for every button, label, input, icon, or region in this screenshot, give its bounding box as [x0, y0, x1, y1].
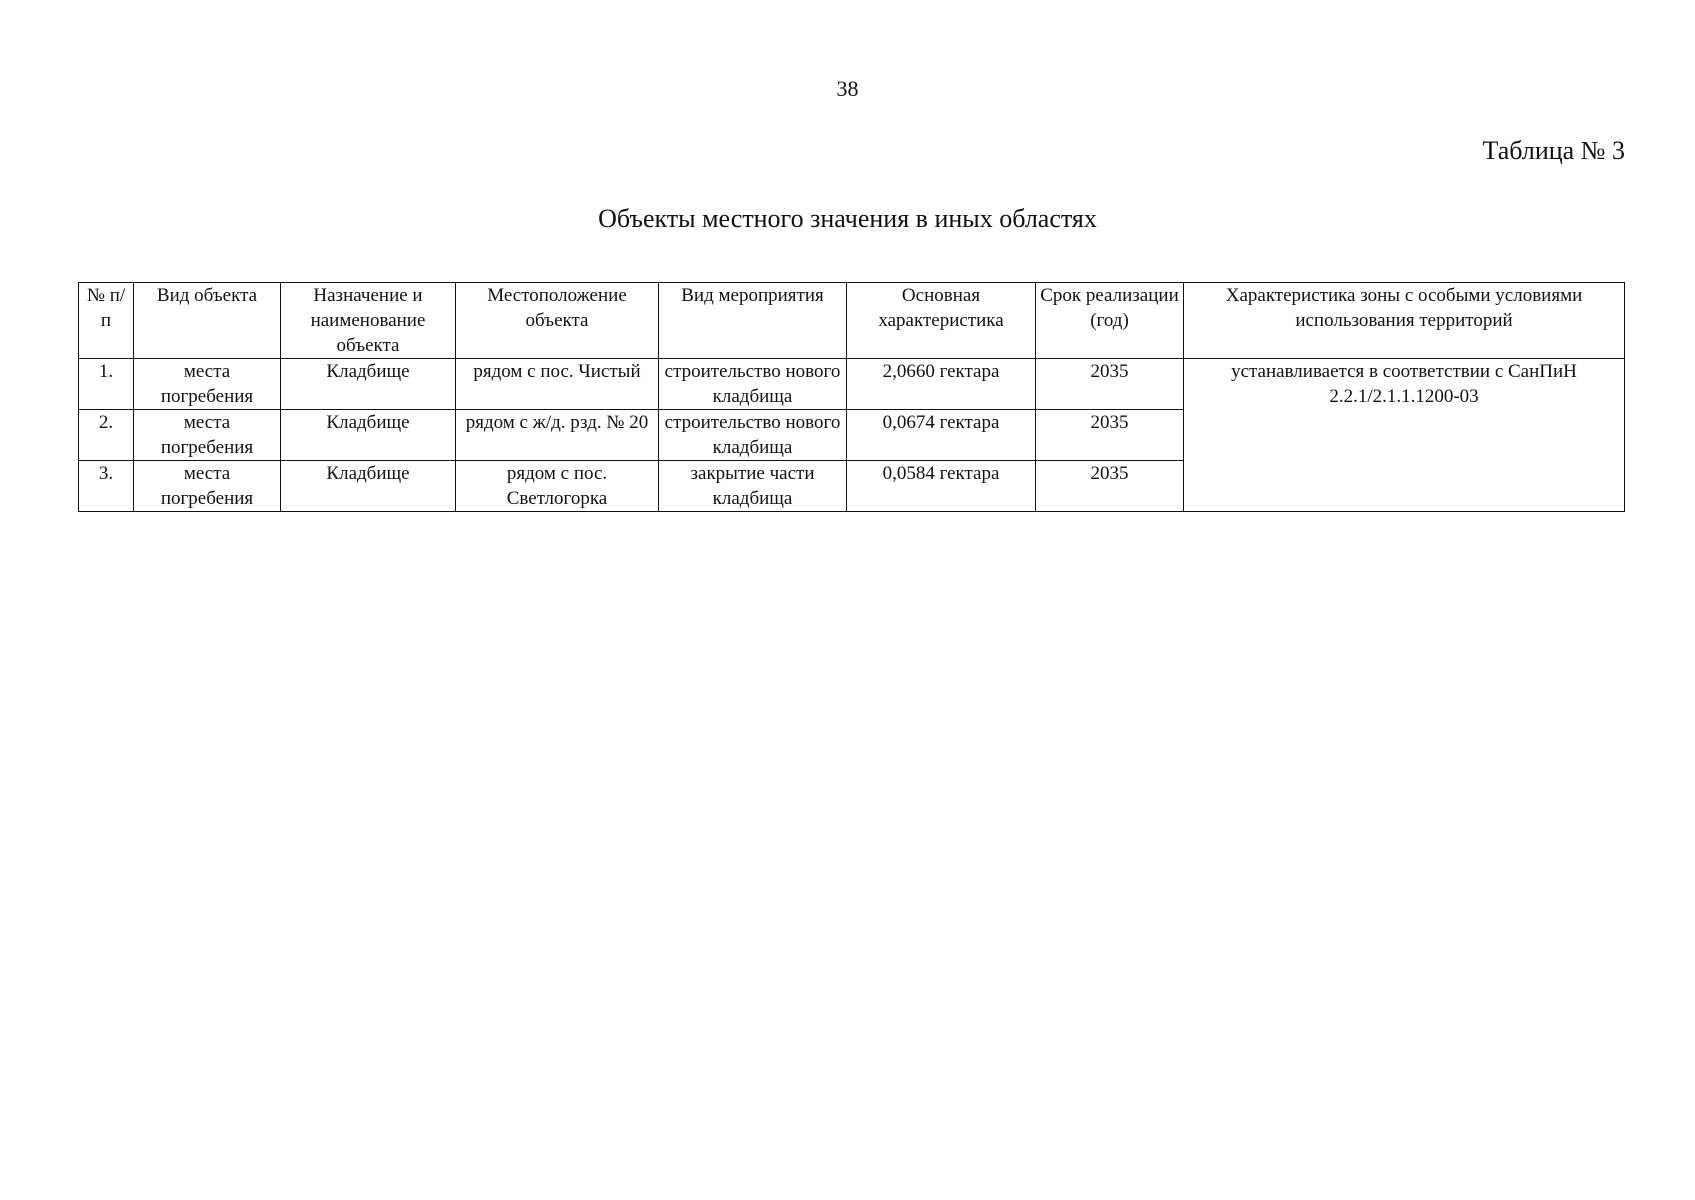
- cell-object-type: места погребения: [134, 359, 281, 410]
- cell-zone-note: устанавливается в соответствии с СанПиН 2.2.1/2.1.1.1200-03: [1184, 359, 1625, 512]
- header-zone-characteristic: Характеристика зоны с особыми условиями использования территорий: [1184, 283, 1625, 359]
- cell-activity: строительство нового кладбища: [659, 359, 847, 410]
- cell-activity: закрытие части кладбища: [659, 461, 847, 512]
- table-label: Таблица № 3: [1482, 136, 1625, 165]
- cell-number: 2.: [79, 410, 134, 461]
- cell-main-characteristic: 0,0674 гектара: [847, 410, 1036, 461]
- header-main-characteristic: Основная характеристика: [847, 283, 1036, 359]
- cell-location: рядом с пос. Чистый: [456, 359, 659, 410]
- header-purpose: Назначение и наименование объекта: [281, 283, 456, 359]
- cell-purpose: Кладбище: [281, 461, 456, 512]
- header-object-type: Вид объекта: [134, 283, 281, 359]
- page-number: 38: [836, 76, 859, 101]
- objects-table: [78, 282, 1625, 512]
- header-location: Местоположение объекта: [456, 283, 659, 359]
- cell-main-characteristic: 0,0584 гектара: [847, 461, 1036, 512]
- cell-number: 1.: [79, 359, 134, 410]
- header-term: Срок реализации (год): [1036, 283, 1184, 359]
- table-row: [79, 359, 1625, 410]
- cell-location: рядом с ж/д. рзд. № 20: [456, 410, 659, 461]
- cell-term: 2035: [1036, 359, 1184, 410]
- table-header-row: [79, 283, 1625, 359]
- cell-activity: строительство нового кладбища: [659, 410, 847, 461]
- document-title: Объекты местного значения в иных областях: [598, 204, 1097, 233]
- cell-object-type: места погребения: [134, 410, 281, 461]
- cell-main-characteristic: 2,0660 гектара: [847, 359, 1036, 410]
- header-activity: Вид мероприятия: [659, 283, 847, 359]
- cell-term: 2035: [1036, 410, 1184, 461]
- cell-purpose: Кладбище: [281, 410, 456, 461]
- cell-location: рядом с пос. Светлогорка: [456, 461, 659, 512]
- cell-object-type: места погребения: [134, 461, 281, 512]
- cell-term: 2035: [1036, 461, 1184, 512]
- cell-number: 3.: [79, 461, 134, 512]
- cell-purpose: Кладбище: [281, 359, 456, 410]
- header-number: № п/п: [79, 283, 134, 359]
